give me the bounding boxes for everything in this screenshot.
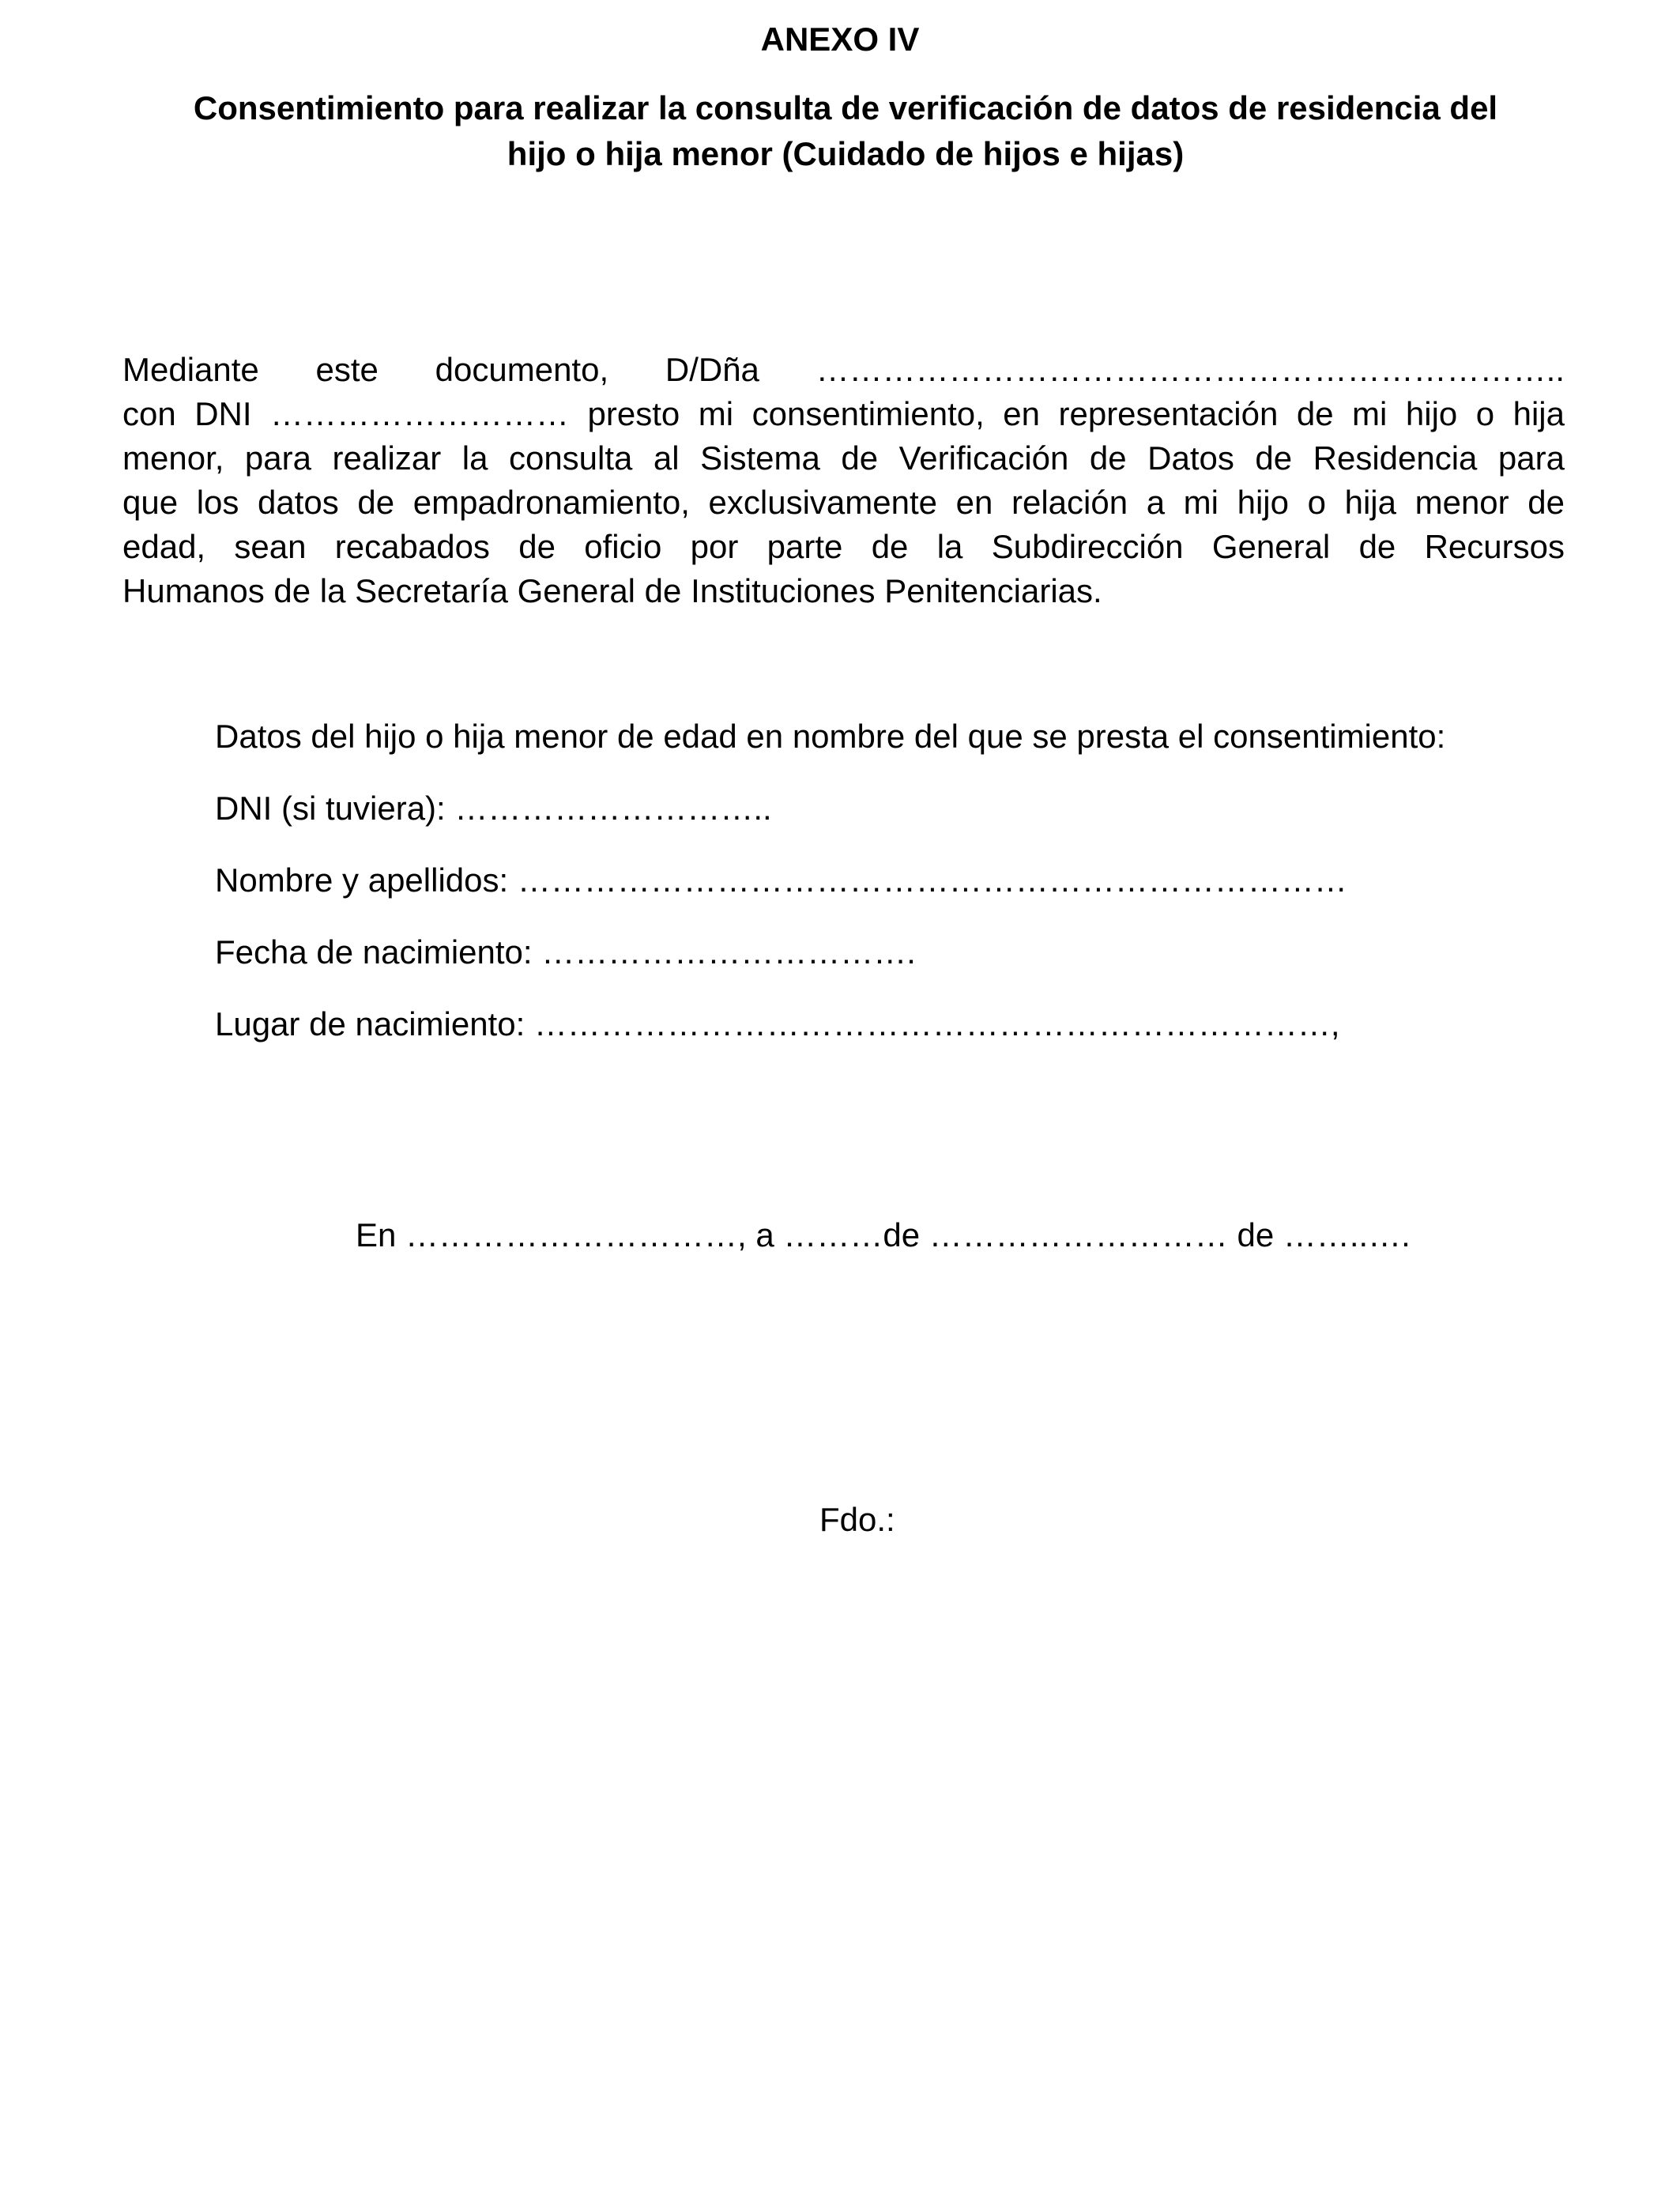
paragraph-line: con DNI ……………………… presto mi consentimiento, en representación de mi hijo o hija [122,395,1565,432]
document-title [122,85,1569,177]
document-title-line-2: hijo o hija menor (Cuidado de hijos e hijas) [507,135,1185,172]
annex-title: ANEXO IV [760,21,920,58]
paragraph-line: que los datos de empadronamiento, exclusivamente en relación a mi hijo o hija menor de [122,484,1565,521]
place-and-date-line: En …………………………, a ………de ……………………… de ……..…. [356,1216,1411,1253]
paragraph-line: Humanos de la Secretaría General de Instituciones Penitenciarias. [122,572,1102,609]
child-birth-place-field: Lugar de nacimiento: ………………………………………………………………, [215,1005,1340,1042]
paragraph-line: Mediante este documento, D/Dña ………………………………………………………….. [122,351,1565,388]
signature-label: Fdo.: [819,1501,895,1538]
child-dni-field: DNI (si tuviera): ……………………….. [215,790,772,827]
child-data-section [215,714,1574,1074]
paragraph-line: edad, sean recabados de oficio por parte de la Subdirección General de Recursos [122,528,1565,565]
child-name-field: Nombre y apellidos: ………………………………………………………………… [215,861,1347,899]
paragraph-line: menor, para realizar la consulta al Sistema de Verificación de Datos de Residencia para [122,439,1565,477]
child-birth-date-field: Fecha de nacimiento: ……………………………. [215,933,916,971]
consent-paragraph [122,348,1565,613]
child-data-intro: Datos del hijo o hija menor de edad en nombre del que se presta el consentimiento: [215,718,1446,755]
document-title-line-1: Consentimiento para realizar la consulta de verificación de datos de residencia del [193,89,1498,126]
